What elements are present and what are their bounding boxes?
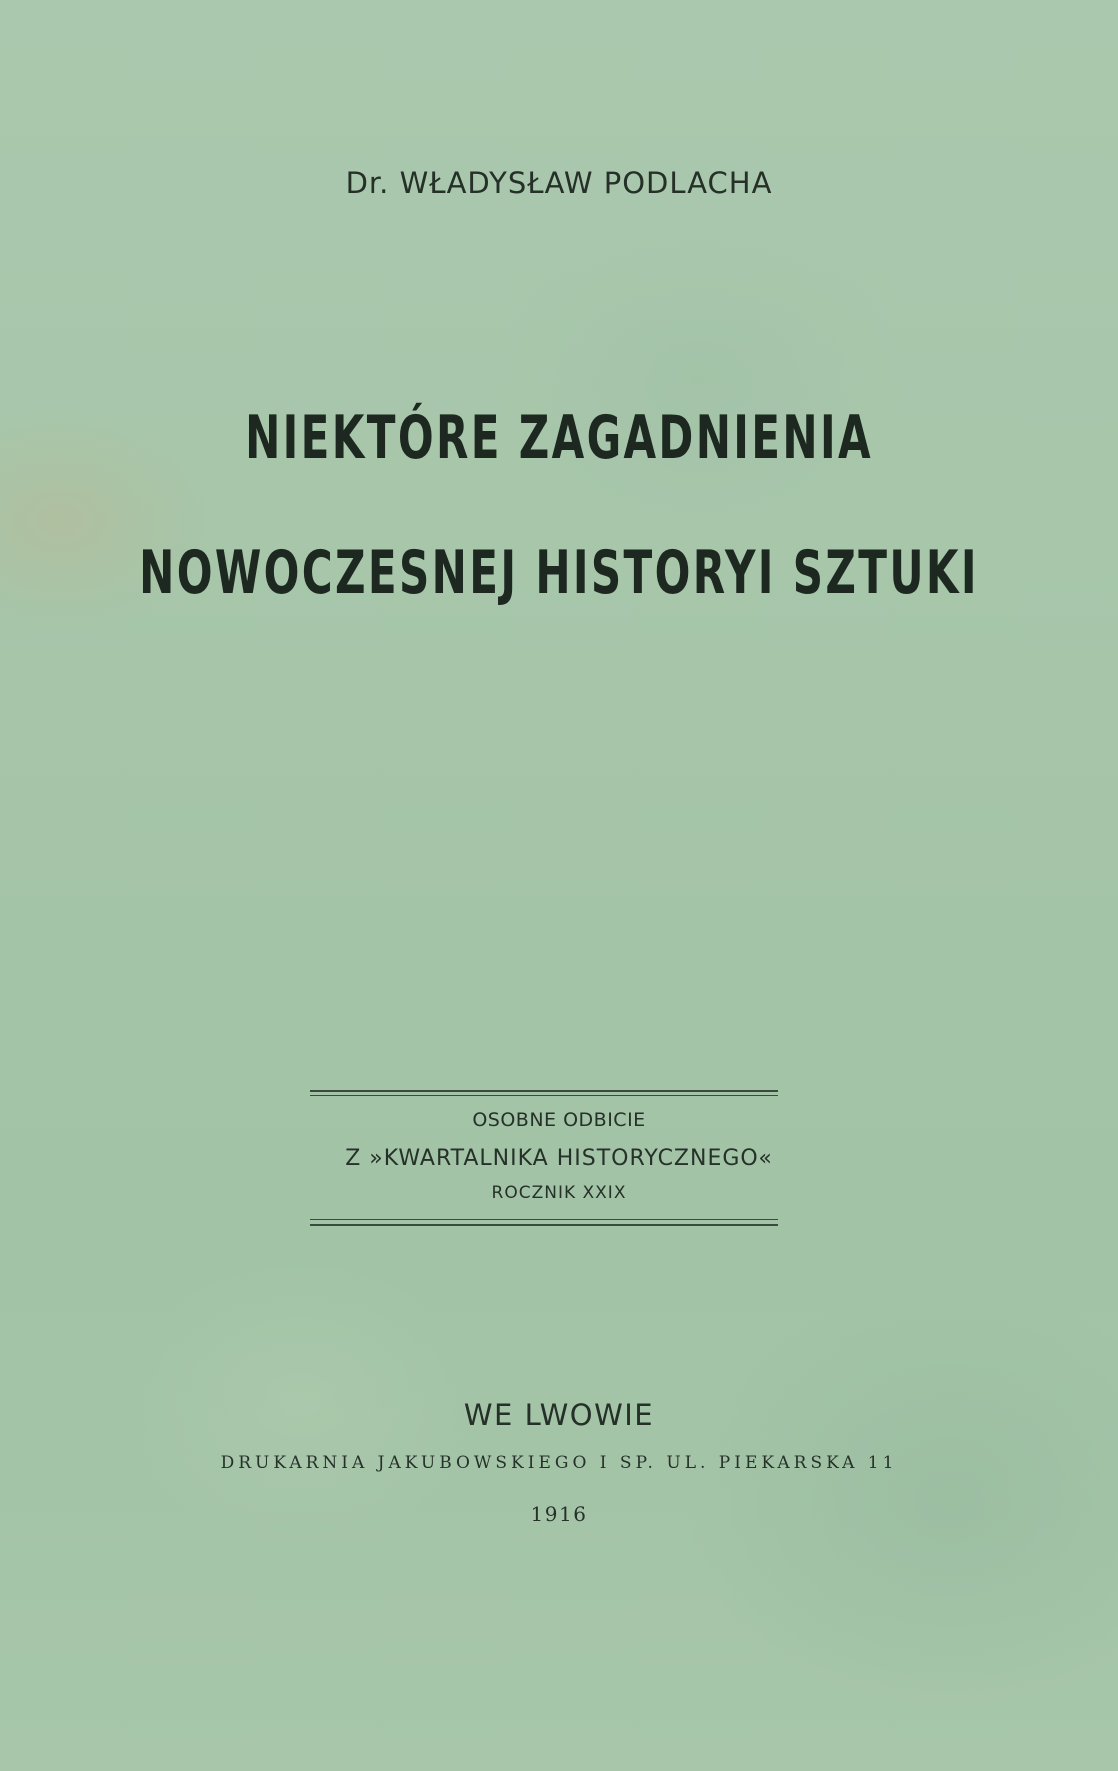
offprint-label: OSOBNE ODBICIE — [472, 1109, 646, 1131]
publication-place: WE LWOWIE — [463, 1398, 655, 1432]
publication-year: 1916 — [530, 1502, 588, 1526]
printer-name: DRUKARNIA JAKUBOWSKIEGO I SP. UL. PIEKARSKA 11 — [220, 1453, 898, 1473]
author-name: Dr. WŁADYSŁAW PODLACHA — [345, 166, 773, 200]
book-title-line-2: NOWOCZESNEJ HISTORYI SZTUKI — [139, 538, 979, 608]
divider-top-thick — [310, 1090, 778, 1092]
book-title-line-1: NIEKTÓRE ZAGADNIENIA — [245, 403, 873, 473]
offprint-volume: ROCZNIK XXIX — [491, 1183, 627, 1203]
divider-bottom-thin — [310, 1219, 778, 1220]
divider-bottom-thick — [310, 1224, 778, 1226]
offprint-source: Z »KWARTALNIKA HISTORYCZNEGO« — [345, 1146, 773, 1171]
divider-top-thin — [310, 1095, 778, 1096]
